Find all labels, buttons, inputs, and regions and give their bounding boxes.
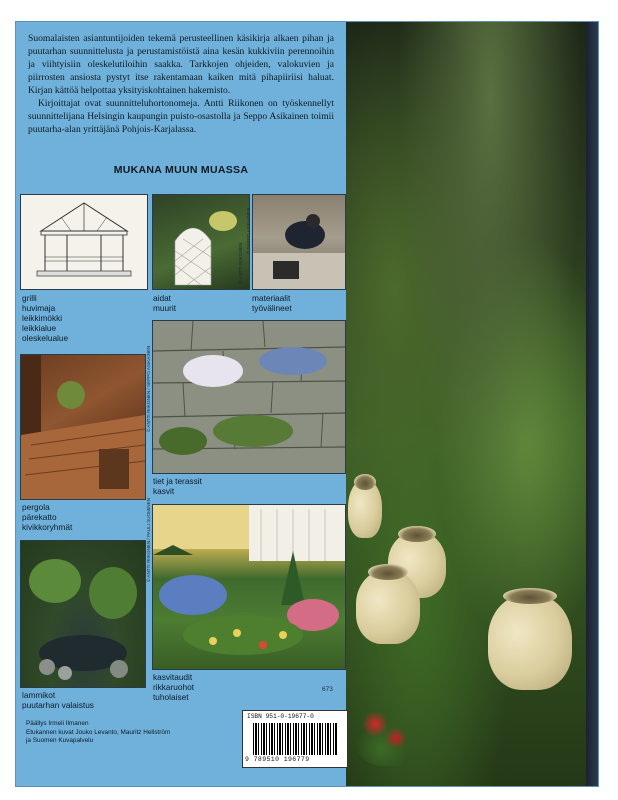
photo-credit: © ANTTI RIIKONEN [238,242,243,284]
gazebo-drawing [20,194,148,290]
intro-text [28,32,334,136]
barcode-bars [253,723,337,755]
section-heading: MUKANA MUUN MUASSA [113,164,249,176]
topic-list [252,293,292,313]
topic-item: muurit [153,303,177,313]
ean-number: 9 789510 196779 [245,756,310,763]
red-flowers [354,696,424,766]
topic-item: rikkaruohot [153,682,195,692]
cover-credits [26,720,170,746]
topic-item: huvimaja [22,303,56,313]
deck-photo [20,354,146,500]
topic-list [153,293,176,313]
topic-item: leikkialue [22,323,57,333]
pond-photo [20,540,146,688]
topic-item: tuholaiset [153,692,189,702]
topic-item: oleskelualue [22,333,69,343]
credit-line: Päällys Irmeli Ilmanen [26,720,89,727]
topic-item: kasvitaudit [153,672,193,682]
clay-pot [488,594,572,690]
photo-credit: © SEPPO ASIKAINEN [246,207,251,254]
garden-path-photo [346,22,586,786]
topic-item: työvälineet [252,303,292,313]
topic-item: pergola [22,502,50,512]
book-back-cover [16,22,598,786]
isbn-text: ISBN 951-0-19677-0 [247,713,314,720]
topic-list [22,690,94,710]
flower-garden-photo [152,504,346,670]
gazebo-icon [21,195,147,289]
topic-item: tiet ja terassit [153,476,202,486]
topic-item: pärekatto [22,512,57,522]
barcode [242,710,348,768]
topic-item: grilli [22,293,37,303]
photo-credit: © ANTTI RIIKONEN / SEPPO ASIKAINEN [146,345,151,432]
topic-list [22,502,72,532]
topic-item: puutarhan valaistus [22,700,94,710]
topic-item: lammikot [22,690,56,700]
topic-list [153,476,202,496]
page-number: 673 [322,686,333,693]
topic-item: aidat [153,293,171,303]
authors-paragraph: Kirjoittajat ovat suunnitteluhortonomeja. Antti Riikonen on työskennellyt suunnittelijana Helsingin kaupungin puisto-osastolla ja Seppo Asikainen toimii puutarha-alan yrittäjänä Pohjois-Karjalassa. [28,98,334,135]
topic-item: leikkimökki [22,313,63,323]
clay-pot [356,570,420,644]
book-spine [586,22,598,786]
photo-credit: © ANTTI RIIKONEN / PAULI SUOMINEN [146,498,151,582]
worker-photo [252,194,346,290]
intro-paragraph: Suomalaisten asiantuntijoiden tekemä perusteellinen käsikirja alkaen pihan ja puutarhan suunnittelusta ja perustamistöistä aina kesän kukkiviin perennoihin ja viihtyisiin oleskelutiloihin saakka. Tarkkojen ohjeiden, valokuvien ja piirrosten ansiosta pystyt itse rakentamaan kaiken mitä pihapiiriisi haluat. Kirjan kättöä helpottaa yksityiskohtainen hakemisto. [28,33,334,96]
topic-list [153,672,194,702]
clay-pot [348,480,382,538]
topic-list [22,293,68,343]
credit-line: Etukannen kuvat Jouko Levanto, Mauritz Hellström [26,728,171,736]
topic-item: kivikkoryhmät [22,522,73,532]
trellis-photo [152,194,250,290]
credit-line: ja Suomen Kuvapalvelu [26,737,94,744]
topic-item: kasvit [153,486,175,496]
topic-item: materiaalit [252,293,291,303]
stone-wall-photo [152,320,346,474]
